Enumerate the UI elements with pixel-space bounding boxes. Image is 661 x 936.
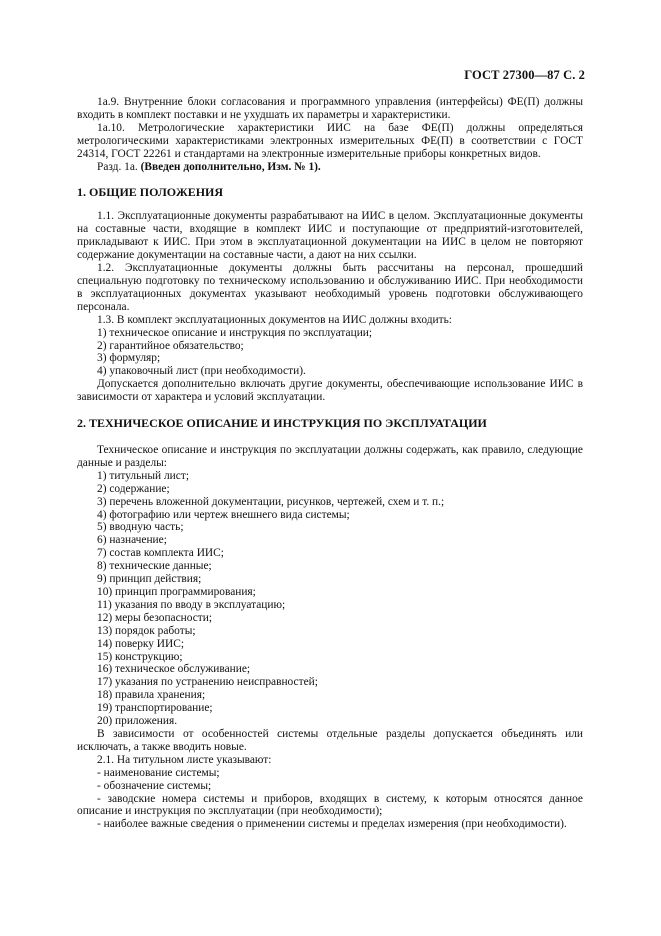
list-item: - обозначение системы;	[97, 779, 212, 792]
section-1-title: 1. ОБЩИЕ ПОЛОЖЕНИЯ	[77, 185, 224, 200]
paragraph-2-lead: Техническое описание и инструкция по эксплуатации должны содержать, как правило, следующие данные и разделы:	[77, 444, 583, 469]
page-content	[77, 96, 583, 831]
paragraph-1-4: Допускается дополнительно включать другие документы, обеспечивающие использование ИИС в зависимости от характера и условий эксплуатации.	[77, 378, 583, 404]
list-item: 10) принцип программирования;	[97, 586, 256, 598]
list-item: 11) указания по вводу в эксплуатацию;	[97, 598, 286, 611]
list-item: 15) конструкцию;	[97, 650, 183, 663]
list-item: 5) вводную часть;	[97, 521, 184, 534]
list-item: 8) технические данные;	[97, 560, 212, 573]
list-item: 4) фотографию или чертеж внешнего вида системы;	[97, 508, 350, 521]
list-item: 3) перечень вложенной документации, рисунков, чертежей, схем и т. п.;	[97, 495, 445, 508]
list-item: 1) техническое описание и инструкция по эксплуатации;	[97, 326, 373, 339]
list-item: 6) назначение;	[97, 534, 167, 547]
contents-list	[77, 470, 583, 728]
list-item: 3) формуляр;	[97, 352, 161, 365]
list-item: 1) титульный лист;	[97, 469, 189, 482]
paragraph-1-2: 1.2. Эксплуатационные документы должны быть рассчитаны на персонал, прошедший специальную подготовку по техническому использованию и обслуживанию ИИС. При необходимости в эксплуатационных документах указывают необходимый уровень подготовки обслуживающего персонала.	[77, 262, 583, 313]
list-item: 7) состав комплекта ИИС;	[97, 547, 224, 560]
note-amendment: (Введен дополнительно, Изм. № 1).	[140, 160, 321, 173]
note-prefix: Разд. 1а.	[97, 160, 138, 173]
list-item: 2) содержание;	[97, 482, 170, 495]
list-item: 9) принцип действия;	[97, 573, 202, 586]
paragraph-1a9: 1а.9. Внутренние блоки согласования и программного управления (интерфейсы) ФЕ(П) должны входить в комплект поставки и не ухудшать их параметры и характеристики.	[77, 96, 583, 121]
paragraph-1-1: 1.1. Эксплуатационные документы разрабатывают на ИИС в целом. Эксплуатационные документы на составные части, входящие в комплект ИИС и поступающие от предприятий-изготовителей, прикладывают к ИИС. При этом в эксплуатационной документации на ИИС в целом не повторяют содержание документации на составные части, а дают на них ссылки.	[77, 210, 583, 262]
page-header: ГОСТ 27300—87 С. 2	[464, 68, 585, 82]
list-item: - заводские номера системы и приборов, входящих в систему, к которым относятся данное описание и инструкция по эксплуатации (при необходимости);	[77, 792, 583, 818]
list-item: 18) правила хранения;	[97, 689, 206, 702]
list-item: 4) упаковочный лист (при необходимости).	[97, 365, 306, 378]
paragraph-1-3: 1.3. В комплект эксплуатационных документов на ИИС должны входить:	[97, 313, 452, 326]
paragraph-2-merge: В зависимости от особенностей системы отдельные разделы допускается объединять или исключать, а также вводить новые.	[77, 727, 583, 753]
section-2-title: 2. ТЕХНИЧЕСКОЕ ОПИСАНИЕ И ИНСТРУКЦИЯ ПО ЭКСПЛУАТАЦИИ	[77, 416, 487, 431]
paragraph-1a10: 1а.10. Метрологические характеристики ИИС на базе ФЕ(П) должны определяться метрологическими характеристиками электронных измерительных ФЕ(П) в соответствии с ГОСТ 24314, ГОСТ 22261 и стандартами на электронные измерительные приборы конкретных видов.	[77, 121, 583, 160]
list-item: - наиболее важные сведения о применении системы и пределах измерения (при необходимости).	[97, 818, 567, 831]
list-item: 14) поверку ИИС;	[97, 637, 185, 650]
list-item: 12) меры безопасности;	[97, 611, 213, 624]
list-item: 20) приложения.	[97, 715, 178, 728]
list-item: 19) транспортирование;	[97, 702, 213, 715]
list-item: 2) гарантийное обязательство;	[97, 339, 244, 352]
list-item: 13) порядок работы;	[97, 624, 196, 637]
list-item: 17) указания по устранению неисправностей;	[97, 676, 318, 689]
paragraph-2-1: 2.1. На титульном листе указывают:	[97, 753, 272, 766]
list-item: - наименование системы;	[97, 766, 220, 779]
list-item: 16) техническое обслуживание;	[97, 663, 251, 676]
section-1a-note	[77, 161, 583, 174]
